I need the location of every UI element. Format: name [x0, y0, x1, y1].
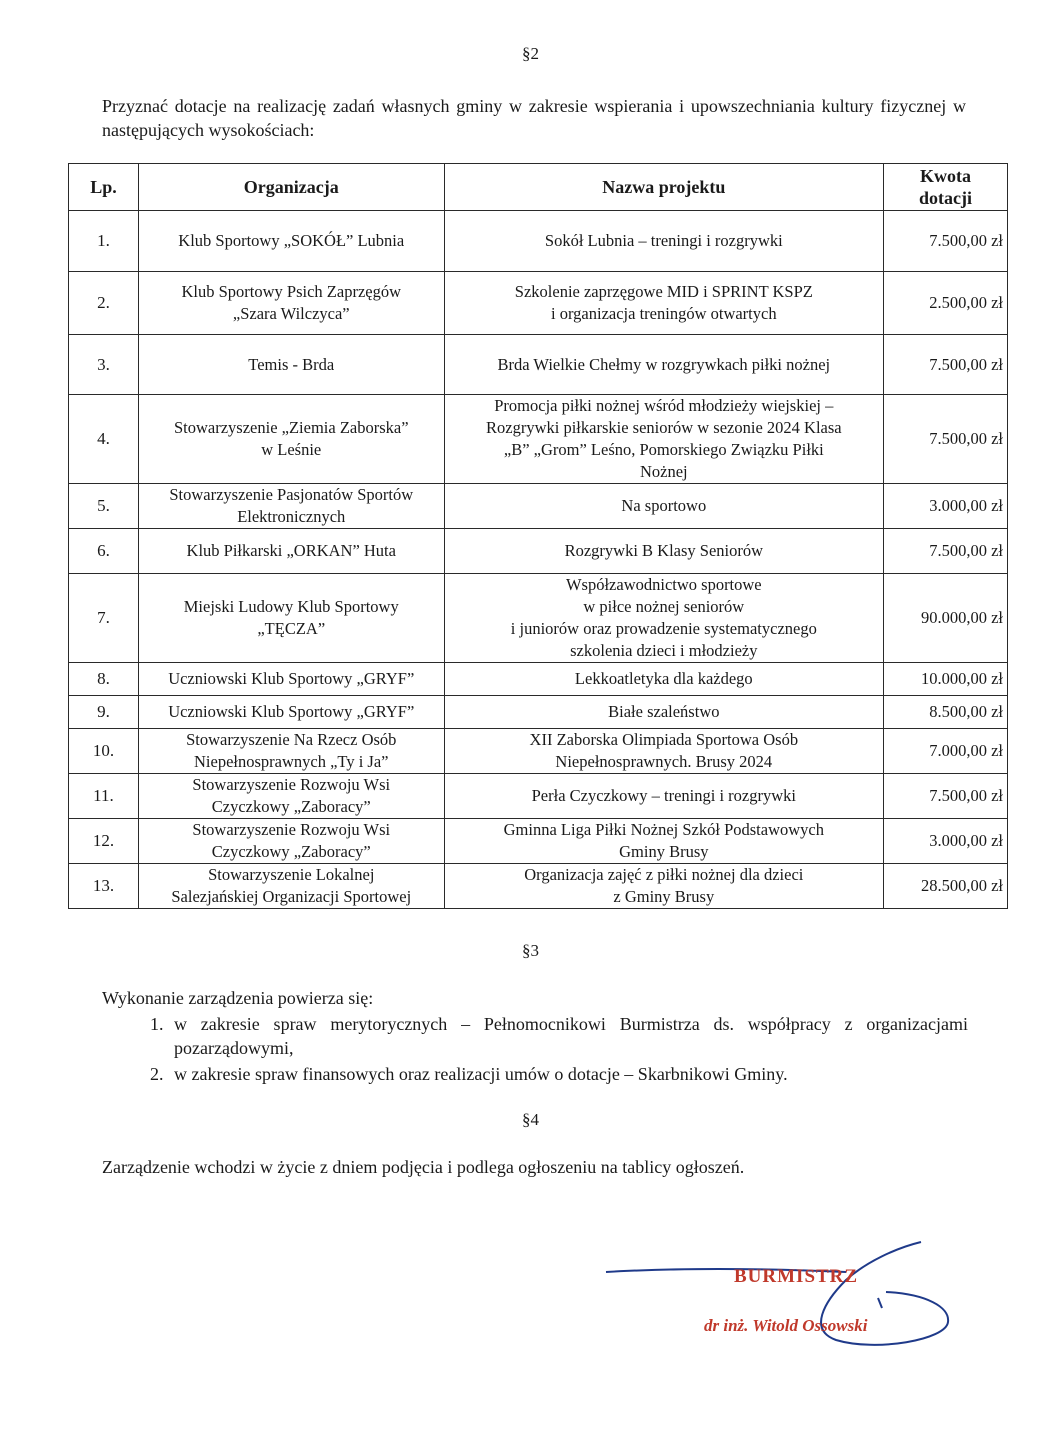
table-row [69, 211, 1008, 272]
organization-line: Uczniowski Klub Sportowy „GRYF” [168, 669, 415, 688]
project-line: Białe szaleństwo [608, 702, 720, 721]
row-amount: 7.500,00 zł [884, 211, 1008, 272]
stamp-title: BURMISTRZ [734, 1266, 859, 1287]
organization-line: w Leśnie [261, 440, 322, 459]
organization-line: Miejski Ludowy Klub Sportowy [183, 597, 399, 616]
row-amount: 90.000,00 zł [884, 574, 1008, 663]
table-row [69, 696, 1008, 729]
row-amount: 7.500,00 zł [884, 395, 1008, 484]
project-line: XII Zaborska Olimpiada Sportowa Osób [529, 730, 799, 749]
project-line: Szkolenie zaprzęgowe MID i SPRINT KSPZ [514, 282, 813, 301]
row-amount: 3.000,00 zł [884, 484, 1008, 529]
row-project [444, 696, 883, 729]
organization-line: Elektronicznych [237, 507, 346, 526]
row-number: 13. [69, 864, 139, 909]
organization-line: Czyczkowy „Zaboracy” [211, 797, 371, 816]
row-project [444, 335, 883, 395]
organization-line: „TĘCZA” [257, 619, 326, 638]
project-line: Na sportowo [621, 496, 707, 515]
organization-line: Stowarzyszenie Na Rzecz Osób [186, 730, 397, 749]
project-line: Sokół Lubnia – treningi i rozgrywki [544, 231, 783, 250]
table-row [69, 864, 1008, 909]
table-header-row [69, 164, 1008, 211]
row-organization [138, 696, 444, 729]
list-item: 2. w zakresie spraw finansowych oraz realizacji umów o dotacje – Skarbnikowi Gminy. [168, 1062, 968, 1086]
row-amount: 8.500,00 zł [884, 696, 1008, 729]
row-organization [138, 574, 444, 663]
row-project [444, 729, 883, 774]
row-number: 8. [69, 663, 139, 696]
project-line: w piłce nożnej seniorów [583, 597, 745, 616]
responsibility-list [102, 1012, 968, 1086]
table-row [69, 529, 1008, 574]
row-project [444, 663, 883, 696]
row-project [444, 819, 883, 864]
row-amount: 28.500,00 zł [884, 864, 1008, 909]
stamp-name: dr inż. Witold Ossowski [704, 1316, 868, 1335]
table-row [69, 663, 1008, 696]
table-row [69, 729, 1008, 774]
row-number: 1. [69, 211, 139, 272]
row-organization [138, 529, 444, 574]
row-number: 9. [69, 696, 139, 729]
header-amount-line1: Kwota [920, 166, 972, 186]
project-line: Gminna Liga Piłki Nożnej Szkół Podstawowych [503, 820, 824, 839]
row-organization [138, 774, 444, 819]
project-line: i organizacja treningów otwartych [551, 304, 777, 323]
section-3-body [102, 986, 968, 1088]
header-lp: Lp. [69, 164, 139, 211]
row-amount: 7.000,00 zł [884, 729, 1008, 774]
table-row [69, 272, 1008, 335]
table-body [69, 211, 1008, 909]
organization-line: „Szara Wilczyca” [232, 304, 350, 323]
organization-line: Klub Piłkarski „ORKAN” Huta [186, 541, 396, 560]
signature-icon [596, 1232, 956, 1362]
row-project [444, 211, 883, 272]
project-line: Lekkoatletyka dla każdego [574, 669, 753, 688]
project-line: „B” „Grom” Leśno, Pomorskiego Związku Piłki [503, 440, 824, 459]
row-number: 11. [69, 774, 139, 819]
organization-line: Stowarzyszenie Rozwoju Wsi [192, 820, 391, 839]
organization-line: Salezjańskiej Organizacji Sportowej [171, 887, 412, 906]
row-organization [138, 211, 444, 272]
row-organization [138, 819, 444, 864]
table-row [69, 484, 1008, 529]
organization-line: Klub Sportowy Psich Zaprzęgów [181, 282, 402, 301]
row-amount: 7.500,00 zł [884, 529, 1008, 574]
table-row [69, 774, 1008, 819]
section-4-heading: §4 [522, 1110, 539, 1129]
row-number: 7. [69, 574, 139, 663]
row-organization [138, 864, 444, 909]
row-organization [138, 663, 444, 696]
project-line: Rozgrywki B Klasy Seniorów [564, 541, 764, 560]
project-line: z Gminy Brusy [613, 887, 715, 906]
table-row [69, 574, 1008, 663]
table-row [69, 819, 1008, 864]
project-line: Promocja piłki nożnej wśród młodzieży wiejskiej – [494, 396, 834, 415]
section-4-text: Zarządzenie wchodzi w życie z dniem podjęcia i podlega ogłoszeniu na tablicy ogłoszeń. [102, 1157, 745, 1177]
row-organization [138, 335, 444, 395]
project-line: Organizacja zajęć z piłki nożnej dla dzieci [524, 865, 804, 884]
project-line: szkolenia dzieci i młodzieży [570, 641, 758, 660]
project-line: Perła Czyczkowy – treningi i rozgrywki [531, 786, 796, 805]
row-number: 10. [69, 729, 139, 774]
header-amount-line2: dotacji [919, 188, 973, 208]
row-number: 12. [69, 819, 139, 864]
row-organization [138, 272, 444, 335]
header-project: Nazwa projektu [444, 164, 883, 211]
row-project [444, 272, 883, 335]
row-amount: 2.500,00 zł [884, 272, 1008, 335]
section-3-heading: §3 [522, 941, 539, 960]
organization-line: Czyczkowy „Zaboracy” [211, 842, 371, 861]
project-line: Rozgrywki piłkarskie seniorów w sezonie 2024 Klasa [486, 418, 842, 437]
row-number: 2. [69, 272, 139, 335]
organization-line: Stowarzyszenie Lokalnej [208, 865, 375, 884]
header-amount [884, 164, 1008, 211]
row-number: 5. [69, 484, 139, 529]
row-organization [138, 395, 444, 484]
project-line: Brda Wielkie Chełmy w rozgrywkach piłki nożnej [497, 354, 831, 374]
row-project [444, 529, 883, 574]
row-number: 3. [69, 335, 139, 395]
section-3-intro: Wykonanie zarządzenia powierza się: [102, 988, 374, 1008]
row-project [444, 774, 883, 819]
header-organization: Organizacja [138, 164, 444, 211]
row-project [444, 864, 883, 909]
project-line: i juniorów oraz prowadzenie systematycznego [510, 619, 817, 638]
table-row [69, 395, 1008, 484]
organization-line: Klub Sportowy „SOKÓŁ” Lubnia [178, 231, 405, 250]
row-number: 4. [69, 395, 139, 484]
row-organization [138, 729, 444, 774]
section-2-heading: §2 [522, 44, 539, 63]
organization-line: Temis - Brda [248, 354, 335, 374]
project-line: Nożnej [639, 462, 688, 481]
grants-table [68, 163, 1008, 909]
organization-line: Stowarzyszenie Pasjonatów Sportów [169, 485, 414, 504]
row-number: 6. [69, 529, 139, 574]
organization-line: Niepełnosprawnych „Ty i Ja” [194, 752, 389, 771]
row-project [444, 484, 883, 529]
row-project [444, 395, 883, 484]
project-line: Niepełnosprawnych. Brusy 2024 [555, 752, 773, 771]
organization-line: Stowarzyszenie „Ziemia Zaborska” [173, 418, 409, 437]
section-2-intro: Przyznać dotacje na realizację zadań własnych gminy w zakresie wspierania i upowszechniania kultury fizycznej w następujących wysokościach: [102, 96, 966, 140]
row-amount: 3.000,00 zł [884, 819, 1008, 864]
signature-stamp [596, 1232, 956, 1362]
row-amount: 10.000,00 zł [884, 663, 1008, 696]
organization-line: Stowarzyszenie Rozwoju Wsi [192, 775, 391, 794]
row-organization [138, 484, 444, 529]
row-amount: 7.500,00 zł [884, 774, 1008, 819]
table-row [69, 335, 1008, 395]
list-item: 1. w zakresie spraw merytorycznych – Pełnomocnikowi Burmistrza ds. współpracy z organizacjami pozarządowymi, [168, 1012, 968, 1060]
organization-line: Uczniowski Klub Sportowy „GRYF” [168, 702, 415, 721]
row-amount: 7.500,00 zł [884, 335, 1008, 395]
row-project [444, 574, 883, 663]
project-line: Gminy Brusy [619, 842, 709, 861]
project-line: Współzawodnictwo sportowe [565, 575, 762, 594]
